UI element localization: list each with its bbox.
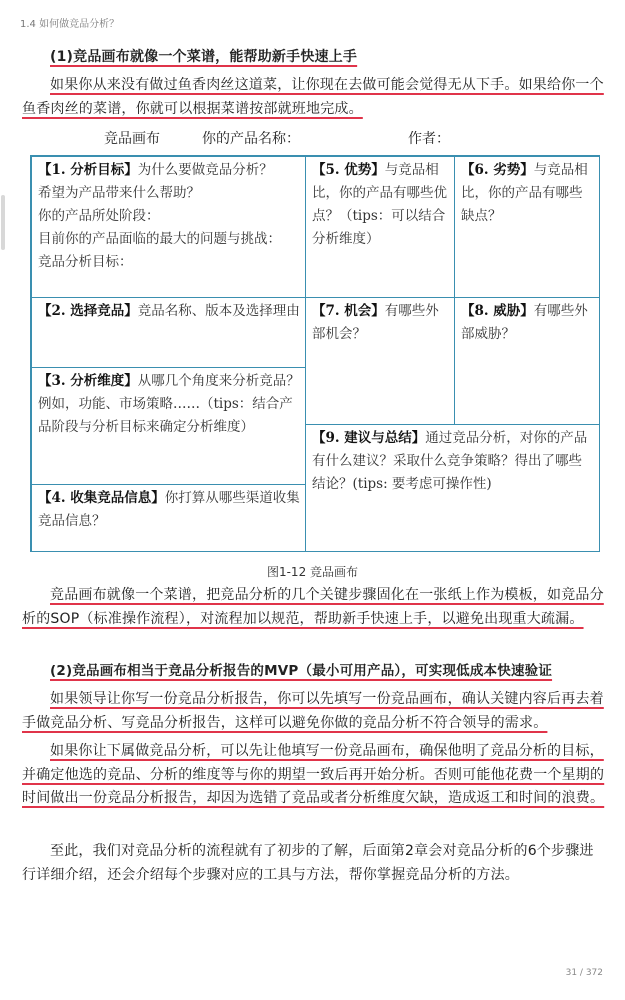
author-label: 作者： — [408, 131, 450, 147]
cell-select-competitor — [31, 297, 306, 368]
cell-7-tag: 【7. 机会】 — [312, 303, 385, 319]
cell-weaknesses — [454, 156, 600, 298]
cell-4-text: 你打算从哪些渠道收集竞品信息？ — [38, 490, 300, 529]
cell-1-text: 为什么要做竞品分析？ — [137, 162, 273, 178]
cell-analysis-goal — [31, 156, 306, 298]
section2-para3: 至此，我们对竞品分析的流程就有了初步的了解，后面第2章会对竞品分析的6个步骤进行详细介绍，还会介绍每个步骤对应的工具与方法，帮你掌握竞品分析的方法。 — [22, 843, 594, 883]
section2-heading — [22, 660, 607, 684]
cell-analysis-dimension — [31, 367, 306, 485]
cell-opportunities — [305, 297, 455, 425]
section2-para1 — [22, 688, 607, 735]
section2-heading-text: (2)竞品画布相当于竞品分析报告的MVP（最小可用产品），可实现低成本快速验证 — [50, 663, 553, 679]
cell-9-text: 通过竞品分析，对你的产品有什么建议？采取什么竞争策略？得出了哪些结论？(tips: 要考虑可操作性) — [312, 430, 588, 492]
cell-8-tag: 【8. 威胁】 — [461, 303, 534, 319]
product-name-label: 你的产品名称： — [202, 131, 300, 147]
cell-8-text: 有哪些外部威胁？ — [461, 303, 588, 342]
para-recipe — [22, 584, 607, 631]
section1-body — [22, 74, 607, 121]
cell-3-text: 从哪几个角度来分析竞品？例如，功能、市场策略……（tips：结合产品阶段与分析目标来确定分析维度） — [38, 373, 300, 435]
chapter-header: 1.4 如何做竞品分析？ — [20, 19, 120, 30]
cell-2-tag: 【2. 选择竞品】 — [38, 303, 138, 319]
cell-6-text: 与竞品相比，你的产品有哪些缺点？ — [461, 162, 588, 224]
cell-7-text: 有哪些外部机会？ — [312, 303, 439, 342]
cell-threats — [454, 297, 600, 425]
cell-9-tag: 【9. 建议与总结】 — [312, 430, 426, 446]
figure-caption: 图1-12 竞品画布 — [266, 565, 359, 579]
page-number: 31 / 372 — [565, 968, 603, 978]
para-recipe-text: 竞品画布就像一个菜谱，把竞品分析的几个关键步骤固化在一张纸上作为模板，如竞品分析的SOP（标准操作流程），对流程加以规范，帮助新手快速上手，以避免出现重大疏漏。 — [22, 587, 604, 627]
cell-3-tag: 【3. 分析维度】 — [38, 373, 138, 389]
cell-5-text: 与竞品相比，你的产品有哪些优点？（tips：可以结合分析维度） — [312, 162, 447, 247]
cell-1-line-1: 希望为产品带来什么帮助？ — [38, 185, 200, 201]
scrollbar-thumb[interactable] — [1, 195, 5, 250]
cell-1-line-4: 竞品分析目标： — [38, 254, 133, 270]
section2-para1-text: 如果领导让你写一份竞品分析报告，你可以先填写一份竞品画布，确认关键内容后再去着手做竞品分析、写竞品分析报告，这样可以避免你做的竞品分析不符合领导的需求。 — [22, 691, 604, 731]
cell-5-tag: 【5. 优势】 — [312, 162, 385, 178]
cell-2-text: 竞品名称、版本及选择理由 — [137, 303, 300, 319]
section1-heading — [22, 46, 607, 70]
cell-1-line-2: 你的产品所处阶段： — [38, 208, 160, 224]
section1-body-text: 如果你从来没有做过鱼香肉丝这道菜，让你现在去做可能会觉得无从下手。如果给你一个鱼香肉丝的菜谱，你就可以根据菜谱按部就班地完成。 — [22, 77, 604, 117]
canvas-title: 竞品画布 — [104, 131, 160, 147]
section1-heading-text: (1)竞品画布就像一个菜谱，能帮助新手快速上手 — [50, 49, 358, 65]
cell-1-line-3: 目前你的产品面临的最大的问题与挑战： — [38, 231, 281, 247]
section2-para2-text: 如果你让下属做竞品分析，可以先让他填写一份竞品画布，确保他明了竞品分析的目标，并确定他选的竞品、分析的维度等与你的期望一致后再开始分析。否则可能他花费一个星期的时间做出一份竞品分析报告，却因为选错了竞品或者分析维度欠缺，造成返工和时间的浪费。 — [22, 743, 605, 806]
cell-4-tag: 【4. 收集竞品信息】 — [38, 490, 165, 506]
cell-6-tag: 【6. 劣势】 — [461, 162, 534, 178]
cell-suggestion-summary — [305, 424, 600, 552]
section2-para2 — [22, 740, 607, 811]
cell-strengths — [305, 156, 455, 298]
cell-collect-info — [31, 484, 306, 552]
cell-1-tag: 【1. 分析目标】 — [38, 162, 138, 178]
competitor-canvas — [30, 155, 600, 552]
